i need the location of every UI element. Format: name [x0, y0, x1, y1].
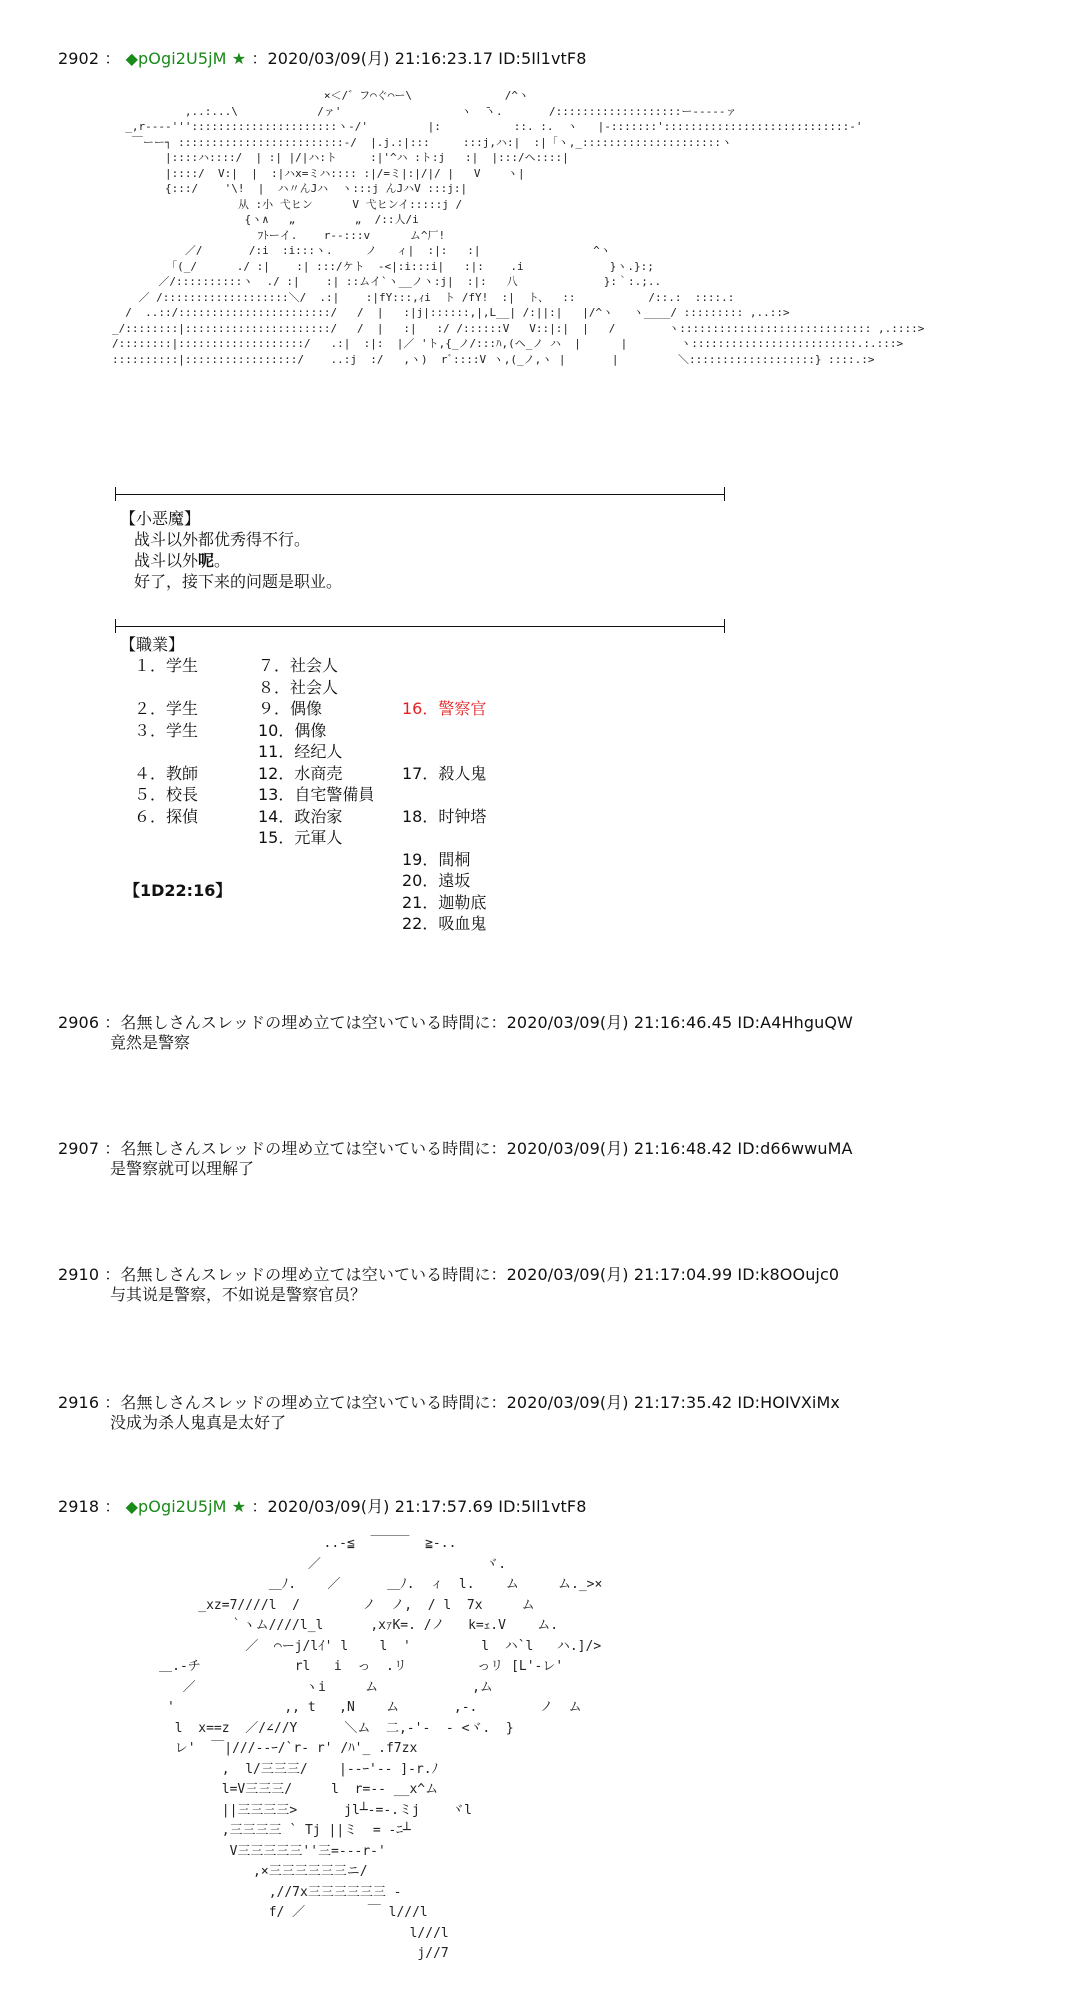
divider-tick-right: [724, 619, 725, 633]
reply-header: [58, 1262, 839, 1285]
job-item: [134, 827, 198, 849]
job-item: ６．探偵: [134, 806, 199, 826]
job-item: 14．政治家: [258, 806, 343, 826]
job-item: 15．元軍人: [258, 828, 343, 847]
divider-tick-left: [115, 487, 116, 501]
divider-line: [115, 494, 725, 495]
post-separator: ：: [104, 49, 121, 68]
dialog-line: [120, 550, 342, 571]
dialog-line: 战斗以外都优秀得不行。: [134, 530, 311, 549]
jobs-column-1: [134, 655, 198, 849]
post-header-2902: [58, 46, 586, 69]
divider-tick-left: [115, 619, 116, 633]
job-item: [402, 784, 486, 806]
post-header-2918: [58, 1494, 586, 1517]
dialog-line: 好了，接下来的问题是职业。: [134, 572, 343, 591]
post-meta: ：名無しさんスレッドの埋め立ては空いている時間に：2020/03/09(月) 21:16:46.45 ID:A4HhguQW: [99, 1013, 853, 1032]
jobs-column-3-items: [402, 763, 486, 935]
reply-body: 与其说是警察，不如说是警察官员？: [110, 1285, 367, 1304]
reply-header: [58, 1136, 853, 1159]
reply-body: 没成为杀人鬼真是太好了: [110, 1413, 287, 1432]
dialog-block: [120, 508, 342, 592]
job-item: 20．遠坂: [402, 871, 471, 890]
job-item: ４．教師: [134, 763, 199, 783]
dialog-speaker: 【小恶魔】: [120, 509, 201, 528]
post-number[interactable]: 2907: [58, 1139, 100, 1158]
post-number[interactable]: 2910: [58, 1265, 100, 1284]
job-item: 22．吸血鬼: [402, 914, 487, 933]
job-item: 21．迦勒底: [402, 892, 487, 912]
job-item: ８．社会人: [258, 677, 339, 697]
dialog-text: 战斗以外: [134, 551, 199, 570]
post-meta: ：名無しさんスレッドの埋め立ては空いている時間に：2020/03/09(月) 21:16:48.42 ID:d66wwuMA: [99, 1139, 853, 1158]
post-number[interactable]: 2918: [58, 1497, 100, 1516]
job-item: ９．偶像: [258, 699, 323, 718]
poster-trip: ◆pOgi2U5jM: [125, 1497, 227, 1516]
job-item: 17．殺人鬼: [402, 763, 487, 783]
reply-body: 是警察就可以理解了: [110, 1159, 255, 1178]
job-item: ３．学生: [134, 720, 199, 740]
time-stamp: 【1D22:16】: [124, 881, 232, 900]
post-meta: ：2020/03/09(月) 21:16:23.17 ID:5Il1vtF8: [251, 49, 587, 68]
job-item: [402, 827, 486, 849]
post-number[interactable]: 2906: [58, 1013, 100, 1032]
reply-header: [58, 1390, 840, 1413]
post-meta: ：2020/03/09(月) 21:17:57.69 ID:5Il1vtF8: [251, 1497, 587, 1516]
ascii-art-character: ×＜/゛フ⌒ぐ⌒ー\ /^ヽ ,..:...\ /ァ' ヽ ̄ヽ. /:::::::::::::::::::ー-----ァ _,r----'''::::::::::::::::::::::ヽ-/' |: ::. :. ヽ |-:::::::'::::::::::::::::::::::::::::-' ￣ーー┐ :::::::::::::::::::::::::-/ |.j.:|::: :::j,ハ:| :|「ヽ,_:::::::::::::::::::::ヽ |::::ハ::::/ | :| |/|ハ:ト :|'^ハ :ト:j :| |:::/ヘ::::| |::::/ V:| | :|ハx=ミハ:::: :|/=ミ|:|/|/ | V ヽ| {:::/ '\! | ハ〃んJハ ヽ:::j んJハV :::j:| 从 :小 弋ヒン V 弋ヒンイ:::::j / {ヽ∧ „ „ /::人/i ﾌﾄーイ. r--:::v ム^厂! ／/ /:i :i:::ヽ. ノ ィ| :|: :| ^ヽ ｢(_/ ./ :| :| :::/ケト -<|:i:::i| :|: .i }ヽ.}:; ／/::::::::::ヽ ./ :| :| ::ムイ`ヽ__ノヽ:j| :|: 八 }:｀:.;.. ／ /:::::::::::::::::::＼/ .:| :|fY:::,ｨi ト /fY! :| ト、 :: /::.: ::::.: / ..::/:::::::::::::::::::::::/ / | :|j|::::::,|,L__| /:||:| |/^ヽ ヽ____/ ::::::::: ,..::> _/::::::::|::::::::::::::::::::::/ / | :| :/ /::::::V V::|:| | / ヽ::::::::::::::::::::::::::::: ,.::::> /::::::::|:::::::::::::::::::/ .:| :|: |／ 'ト,{_ノ/:::ﾊ,(ヘ_ノ ハ | | ヽ:::::::::::::::::::::::::.:.:::> ::::::::::|:::::::::::::::::/ ..:j :/ ,ヽ) rﾞ::::V ヽ,(_ノ,ヽ | | ＼:::::::::::::::::::} ::::.:>: [112, 89, 925, 366]
job-item: １．学生: [134, 656, 199, 675]
job-item: [134, 677, 198, 699]
divider-line: [115, 626, 725, 627]
job-item: ２．学生: [134, 699, 199, 718]
star-icon: ★: [231, 49, 247, 68]
job-item: ７．社会人: [258, 656, 339, 675]
reply-body: 竟然是警察: [110, 1033, 191, 1052]
jobs-header: 【職業】: [120, 635, 185, 654]
dialog-emphasis: 呢: [198, 551, 215, 570]
job-item: ５．校長: [134, 785, 199, 804]
dialog-text: 。: [214, 551, 231, 570]
ascii-art-character: ..-≦ ￣￣￣ ≧-.. ／ ヾ. ＿ﾉ. ／ ＿ﾉ. ィ l. ム ム._>× _xz=7////l / ノ ノ, / l 7x ム ｀ヽム////l_l ,xｧK=. /ノ k=ｪ.V ム. ／ ⌒ーj/lｲ' l l ' l ハ`l ハ.]/> ＿.-チ rl i っ .リ っリ [L'-レ' ／ ヽi ム ,ム ' ,, t ,N ム ,-. ノ ム l x==z ／/∠//Y ＼ム 二,-'- - <ヾ. } レ' ￣|///--ｰ/`r- r' /ﾊ'_ .f7zx , l/三三三/ |--ｰ'-- ]-r.ﾉ l=V三三三/ l r=-- __x^ム ||三三三三> jl┴-=-.ミj ヾl ,三三三三 ` Tj ||ミ = -ﾆ┴ V三三三三三''三=---r-' ,×三三三三三三ニ/ ,//7x三三三三三三 - f/ ／ ￣ l///l l///l j//7: [159, 1536, 603, 1961]
job-item: 12．水商売: [258, 763, 343, 783]
post-number[interactable]: 2916: [58, 1393, 100, 1412]
post-meta: ：名無しさんスレッドの埋め立ては空いている時間に：2020/03/09(月) 21:17:35.42 ID:HOIVXiMx: [99, 1393, 840, 1412]
job-item: [134, 741, 198, 763]
job-item: 10．偶像: [258, 720, 327, 740]
poster-trip: ◆pOgi2U5jM: [125, 49, 227, 68]
post-meta: ：名無しさんスレッドの埋め立ては空いている時間に：2020/03/09(月) 21:17:04.99 ID:k8OOujc0: [99, 1265, 840, 1284]
jobs-selected-item: 16．警察官: [402, 699, 487, 718]
reply-header: [58, 1010, 853, 1033]
star-icon: ★: [231, 1497, 247, 1516]
job-item: 18．时钟塔: [402, 806, 487, 826]
post-separator: ：: [104, 1497, 121, 1516]
jobs-column-2: [258, 655, 374, 849]
divider-tick-right: [724, 487, 725, 501]
job-item: 11．经纪人: [258, 742, 343, 761]
post-number[interactable]: 2902: [58, 49, 100, 68]
jobs-column-3: [402, 655, 486, 978]
job-item: 19．間桐: [402, 849, 471, 869]
job-item: 13．自宅警備員: [258, 785, 375, 804]
